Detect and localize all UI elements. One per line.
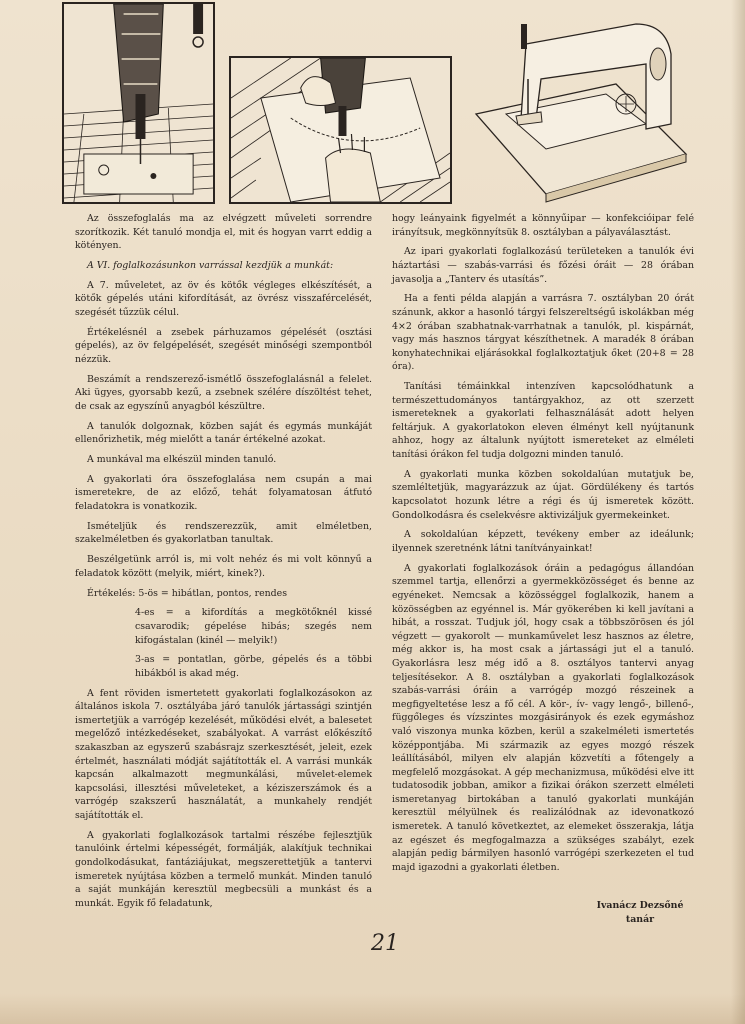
sewing-machine-on-table-illustration [466, 4, 692, 204]
author-signature [560, 899, 720, 926]
paragraph: A gyakorlati foglalkozások tartalmi részébe fejlesztjük tanulóink értelmi képességét, formálják, alakítjuk technikai gondolkodásukat, fantáziájukat, megszerettetjük a tantervi ismeretek nyújtása közben a termelő munkát. Minden tanuló a saját munkáján keresztül megbecsüli a munkást és a munkát. Egyik fő feladatunk, [75, 829, 372, 909]
paragraph: A 7. műveletet, az öv és kötők végleges elkészítését, a kötők gépelés utáni kifordítását, az övrész visszafércelését, szegését tűzzük célul. [75, 279, 372, 318]
paragraph: A munkával ma elkészül minden tanuló. [87, 454, 277, 466]
hands-guiding-fabric-under-needle-illustration [229, 56, 452, 204]
paragraph: A gyakorlati munka közben sokoldalúan mutatjuk be, szemléltetjük, magyarázzuk az újat. Gördülékeny és tartós kapcsolatot hozunk létre a régi és új ismeretek között. Gondolkodásra és cselekvésre aktivizáljuk gyermekeinket. [392, 468, 694, 521]
page-number: 21 [371, 931, 399, 956]
paragraph: Tanítási témáinkkal intenzíven kapcsolódhatunk a természettudományos tantárgyakhoz, az ott szerzett ismereteknek a gyakorlati felhasználását adott helyen feltárjuk. A gyakorlatokon eleven élményt kell nyújtanunk ahhoz, hogy az általunk nyújtott ismereteket az elméleti tanítási órákon fel tudja dolgozni minden tanuló. [392, 381, 694, 461]
left-text-column [75, 212, 372, 917]
page-edge-shadow [731, 0, 745, 1024]
grading-line: Értékelés: 5-ös = hibátlan, pontos, rendes [87, 587, 288, 599]
author-title: tanár [625, 913, 655, 925]
paragraph: A gyakorlati foglalkozások óráin a pedagógus állandóan szemmel tartja, ellenőrzi a gyermekközösséget és benne az egyéneket. Nemcsak a közösséggel foglalkozik, hanem a közösségben az egyénnel is. Már gyökerében ki kell javítani a hibát, a rosszat. Tudjuk jól, hogy csak a többszörösen és jól végzett — gyakorolt — munkaművelet lesz hasznos az életre, még akkor is, ha most csak a jártassági jut el a tanuló. Gyakorlásra lesz még idő a 8. osztályos tantervi anyag teljesítésekor. A 8. osztályban a gyakorlati foglalkozások szabás-varrási óráin a varrógép mozgó részeinek a megfigyeltetése lesz a fő cél. A kör-, ív- vagy lengő-, billenő-, függőleges és vízszintes mozgásirányok és ezek egymáshoz való viszonya munka közben, kerül a szakelméleti ismertetés középpontjába. Mi származik az egyes mozgó részek leállításából, milyen elv alapján közvetíti a főtengely a megfelelő mozgásokat. A gép mechanizmusa, működési elve itt tudatosodik jobban, amikor a fizikai órákon szerzett elméleti ismeretanyag birtokában a tanuló gyakorlati munkáján keresztül mélyülnek és realizálódnak az idevonatkozó ismeretek. A tanuló következtet, az elemeket összerakja, látja az egészet és megfogalmazza a szükséges szabályt, ezek alapján pedig bármilyen hasonló varrógépi szerkezeten el tud majd igazodni a gyakorlati életben. [392, 562, 694, 873]
right-text-column [392, 212, 694, 881]
grading-line: 4-es = a kifordítás a megkötőknél kissé csavarodik; gépelése hibás; szegés nem kifogástalan (kinél — melyik!) [135, 607, 372, 646]
author-name: Ivanácz Dezsőné [596, 900, 684, 911]
grading-line: 3-as = pontatlan, görbe, gépelés és a többi hibákból is akad még. [135, 654, 372, 679]
page-bottom-shadow [0, 994, 745, 1024]
paragraph: A VI. foglalkozásunkon varrással kezdjük a munkát: [87, 259, 334, 271]
sewing-machine-needle-closeup-illustration [62, 2, 215, 204]
paragraph: Beszélgetünk arról is, mi volt nehéz és mi volt könnyű a feladatok között (melyik, miért, kinek?). [75, 554, 372, 579]
paragraph: Az ipari gyakorlati foglalkozású területeken a tanulók évi háztartási — szabás-varrási és főzési óráit — 28 órában javasolja a „Tanterv és utasítás”. [392, 246, 694, 285]
paragraph: A fent röviden ismertetett gyakorlati foglalkozásokon az általános iskola 7. osztályába járó tanulók jártassági szintjén ismertetjük a varrógép kezelését, működési elvét, a balesetet megelőző intézkedéseket, szabályokat. A varrást előkészítő szakaszban az egyszerű szabásrajz szerkesztését, jeleit, ezek értelmét, használati módját sajátították el. A varrási munkák kapcsán alkalmazott megmunkálási, művelet-elemek kapcsolási, illesztési műveleteket, a kéziszerszámok és a varrógép szakszerű használatát, a munkahely rendjét sajátították el. [75, 687, 372, 821]
paragraph: Értékelésnél a zsebek párhuzamos gépelését (osztási gépelés), az öv felgépelését, szegését minőségi szempontból nézzük. [75, 326, 372, 365]
paragraph: Ismételjük és rendszerezzük, amit elméletben, szakelméletben és gyakorlatban tanultak. [75, 520, 372, 546]
paragraph: A tanulók dolgoznak, közben saját és egymás munkáját ellenőrizhetik, még mielőtt a tanár értékelné azokat. [75, 420, 372, 446]
paragraph: A sokoldalúan képzett, tevékeny ember az ideálunk; ilyennek szeretnénk látni tanítványainkat! [392, 529, 694, 554]
paragraph: A gyakorlati óra összefoglalása nem csupán a mai ismeretekre, de az előző, tehát folyamatosan átfutó feladatokra is vonatkozik. [75, 473, 372, 512]
paragraph: hogy leányaink figyelmét a könnyűipar — konfekcióipar felé irányítsuk, megkönnyítsük 8. osztályban a pályaválasztást. [392, 213, 694, 238]
paragraph: Beszámít a rendszerező-ismétlő összefoglalásnál a felelet. Aki ügyes, gyorsabb kezű, a zsebnek szélére díszöltést tehet, de csak az egyszínű anyagból készültre. [75, 373, 372, 412]
paragraph: Ha a fenti példa alapján a varrásra 7. osztályban 20 órát szánunk, akkor a hasonló tárgyi felszereltségű iskolákban még 4×2 órában szabhatnak-varrhatnak a tanulók, pl. kispárnát, vagy más hasznos tárgyat készíthetnek. A maradék 8 órában konyhatechnikai eljárásokkal foglalkoztatjuk őket (20+8 = 28 óra). [392, 293, 694, 373]
paragraph: Az összefoglalás ma az elvégzett műveleti sorrendre szorítkozik. Két tanuló mondja el, mit és hogyan varrt eddig a kötényen. [75, 213, 372, 252]
